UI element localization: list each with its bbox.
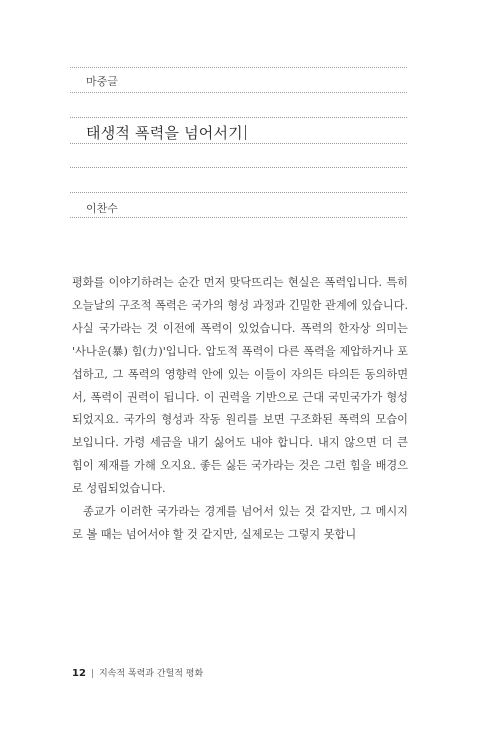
author-name: 이찬수 <box>86 202 118 215</box>
top-rule-7 <box>70 217 407 218</box>
top-rule-4 <box>70 143 407 144</box>
top-rule-6 <box>70 192 407 193</box>
paragraph-2: 종교가 이러한 국가라는 경계를 넘어서 있는 것 같지만, 그 메시지로 볼 때는 넘어서야 할 것 같지만, 실제로는 그렇지 못합니 <box>72 505 408 541</box>
page-footer <box>72 666 203 679</box>
page-number: 12 <box>72 668 86 679</box>
chapter-title <box>86 122 246 143</box>
chapter-title-text: 태생적 폭력을 넘어서기 <box>86 124 243 142</box>
top-rule-1 <box>70 67 407 68</box>
running-title: 지속적 폭력과 간헐적 평화 <box>98 669 204 679</box>
top-rule-5 <box>70 167 407 168</box>
footer-separator: | <box>90 669 94 679</box>
title-cursor-bar <box>245 125 246 140</box>
top-rule-3 <box>70 117 407 118</box>
paragraph-1: 평화를 이야기하려는 순간 먼저 맞닥뜨리는 현실은 폭력입니다. 특히 오늘날의 구조적 폭력은 국가의 형성 과정과 긴밀한 관계에 있습니다. 사실 국가라는 것 이전에 폭력이 있었습니다. 폭력의 한자상 의미는 '사나운(暴) 힘(力)'입니다. 압도적 폭력이 다른 폭력을 제압하거나 포섭하고, 그 폭력의 영향력 안에 있는 이들이 자의든 타의든 동의하면서, 폭력이 권력이 됩니다. 이 권력을 기반으로 근대 국민국가가 형성되었지요. 국가의 형성과 작동 원리를 보면 구조화된 폭력의 모습이 보입니다. 가령 세금을 내기 싫어도 내야 합니다. 내지 않으면 더 큰 힘이 제재를 가해 오지요. 좋든 싫든 국가라는 것은 그런 힘을 배경으로 성립되었습니다. <box>72 276 408 496</box>
body-text <box>72 272 408 547</box>
top-rule-2 <box>70 92 407 93</box>
section-label: 마중글 <box>86 75 118 88</box>
